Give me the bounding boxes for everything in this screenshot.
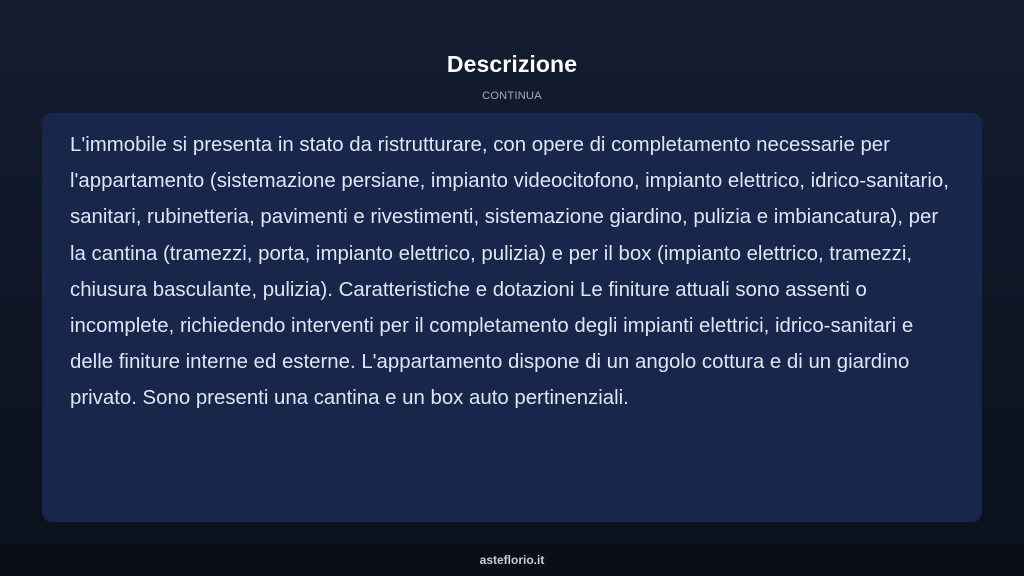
continua-label: CONTINUA: [482, 90, 542, 102]
page-title: Descrizione: [446, 51, 578, 77]
description-card: [42, 113, 982, 522]
footer-site-name: asteflorio.it: [479, 553, 545, 567]
footer-bar: [0, 544, 1024, 576]
description-text: L'immobile si presenta in stato da ristrutturare, con opere di completamento necessarie per l'appartamento (sistemazione persiane, impianto videocitofono, impianto elettrico, idrico-sanitario, sanitari, rubinetteria, pavimenti e rivestimenti, sistemazione giardino, pulizia e imbiancatura), per la cantina (tramezzi, porta, impianto elettrico, pulizia) e per il box (impianto elettrico, tramezzi, chiusura basculante, pulizia). Caratteristiche e dotazioni Le finiture attuali sono assenti o incomplete, richiedendo interventi per il completamento degli impianti elettrici, idrico-sanitari e delle finiture interne ed esterne. L'appartamento dispone di un angolo cottura e di un giardino privato. Sono presenti una cantina e un box auto pertinenziali.: [70, 134, 949, 410]
